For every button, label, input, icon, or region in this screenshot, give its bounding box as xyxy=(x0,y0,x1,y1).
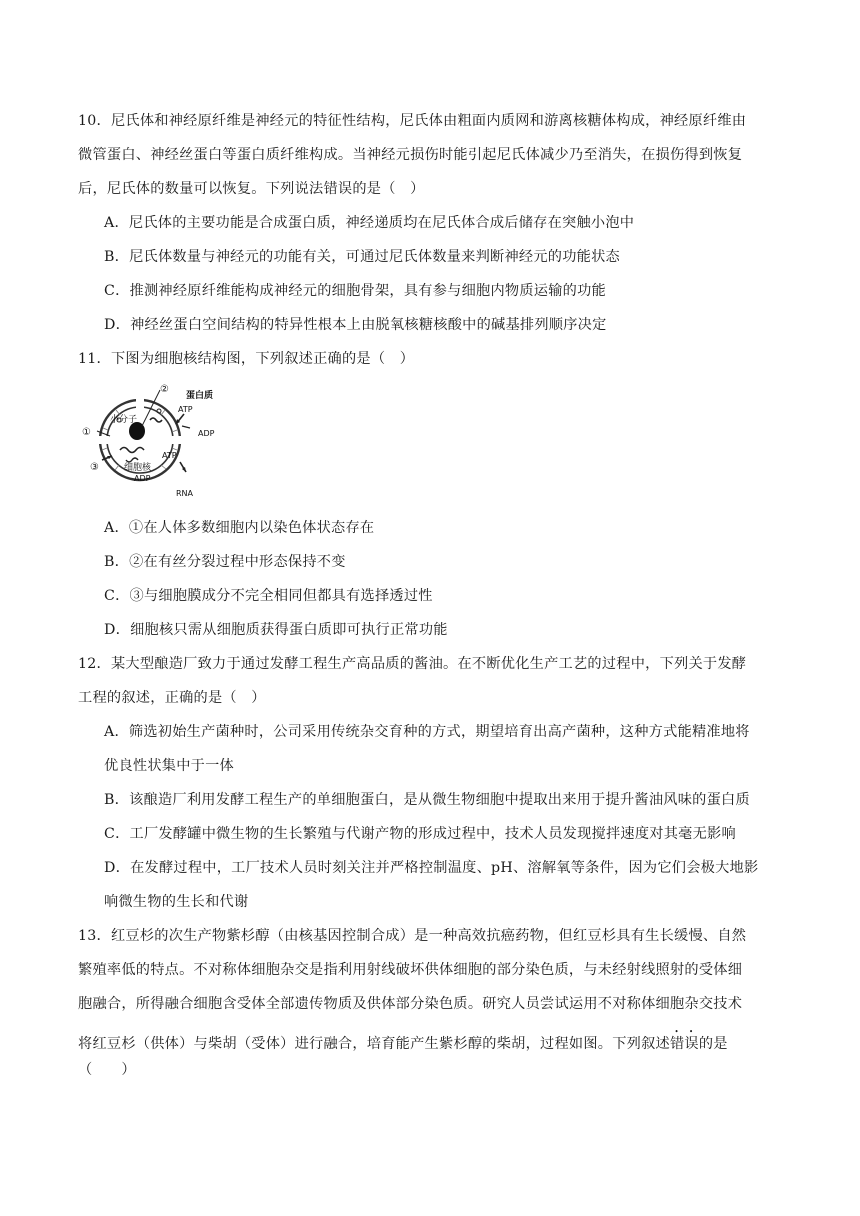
q11-option-a: A．①在人体多数细胞内以染色体状态存在 xyxy=(104,520,375,536)
q13-stem-line-2: 繁殖率低的特点。不对称体细胞杂交是指利用射线破坏供体细胞的部分染色质，与未经射线照射的受体细 xyxy=(78,962,743,978)
q11-option-c: C．③与细胞膜成分不完全相同但都具有选择透过性 xyxy=(104,588,433,604)
chromatin-2 xyxy=(150,418,162,422)
q10-option-a: A．尼氏体的主要功能是合成蛋白质，神经递质均在尼氏体合成后储存在突触小泡中 xyxy=(104,215,635,231)
q12-stem-line-1: 12．某大型酿造厂致力于通过发酵工程生产高品质的酱油。在不断优化生产工艺的过程中，下列关于发酵 xyxy=(78,656,747,672)
q10-stem-line-1: 10．尼氏体和神经原纤维是神经元的特征性结构，尼氏体由粗面内质网和游离核糖体构成，神经原纤维由 xyxy=(78,113,747,129)
label-small-molecule: 小分子 xyxy=(110,415,138,425)
pore-right xyxy=(172,436,182,444)
q10-stem-line-2: 微管蛋白、神经丝蛋白等蛋白质纤维构成。当神经元损伤时能引起尼氏体减少乃至消失，在损伤得到恢复 xyxy=(78,147,743,163)
q13-stem-line-4 xyxy=(78,1028,728,1054)
q11-stem: 11．下图为细胞核结构图，下列叙述正确的是（ ） xyxy=(78,351,415,367)
q10-option-c: C．推测神经原纤维能构成神经元的细胞骨架，具有参与细胞内物质运输的功能 xyxy=(104,283,606,299)
q12-option-c: C．工厂发酵罐中微生物的生长繁殖与代谢产物的形成过程中，技术人员发现搅拌速度对其毫无影响 xyxy=(104,826,736,842)
q12-option-a-line-1: A．筛选初始生产菌种时，公司采用传统杂交育种的方式，期望培育出高产菌种，这种方式能精准地将 xyxy=(104,724,750,740)
q13-line-4-tail: 的是 xyxy=(698,1036,728,1052)
q10-stem-line-3: 后，尼氏体的数量可以恢复。下列说法错误的是（ ） xyxy=(78,181,425,197)
label-1: ① xyxy=(82,427,91,438)
nucleus-structure-diagram xyxy=(80,384,228,502)
q11-option-d: D．细胞核只需从细胞质获得蛋白质即可执行正常功能 xyxy=(104,622,448,638)
label-2: ② xyxy=(160,384,169,395)
q10-option-b: B．尼氏体数量与神经元的功能有关，可通过尼氏体数量来判断神经元的功能状态 xyxy=(104,249,620,265)
label-nucleus: 细胞核 xyxy=(124,463,152,473)
pore-left xyxy=(98,436,108,444)
label-atp-bottom: ATP xyxy=(162,451,177,460)
q13-stem-line-1: 13．红豆杉的次生产物紫杉醇（由核基因控制合成）是一种高效抗癌药物，但红豆杉具有生长缓慢、自然 xyxy=(78,928,747,944)
label-atp-top: ATP xyxy=(178,405,193,414)
q11-option-b: B．②在有丝分裂过程中形态保持不变 xyxy=(104,554,346,570)
pore-top xyxy=(136,398,144,408)
label-adp-bottom: ADP xyxy=(134,474,151,483)
q13-line-4-text: 将红豆杉（供体）与柴胡（受体）进行融合，培育能产生紫杉醇的柴胡，过程如图。下列叙述 xyxy=(78,1036,670,1052)
q13-emphasis-wrong: 错误 xyxy=(669,1036,699,1052)
label-adp-top: ADP xyxy=(198,429,215,438)
chromatin-1 xyxy=(120,448,144,453)
q12-option-d-line-2: 响微生物的生长和代谢 xyxy=(104,894,249,910)
q13-stem-line-3: 胞融合，所得融合细胞含受体全部遗传物质及供体部分染色质。研究人员尝试运用不对称体细胞杂交技术 xyxy=(78,996,743,1012)
q10-option-d: D．神经丝蛋白空间结构的特异性根本上由脱氧核糖核酸中的碱基排列顺序决定 xyxy=(104,317,607,333)
q12-option-d-line-1: D．在发酵过程中，工厂技术人员时刻关注并严格控制温度、pH、溶解氧等条件，因为它们会极大地影 xyxy=(104,860,759,876)
label-3: ③ xyxy=(90,462,99,473)
chromatin-3 xyxy=(126,458,138,462)
label-protein: 蛋白质 xyxy=(186,391,214,401)
q12-stem-line-2: 工程的叙述，正确的是（ ） xyxy=(78,690,266,706)
label-rna: RNA xyxy=(176,489,194,498)
q12-option-a-line-2: 优良性状集中于一体 xyxy=(104,758,234,774)
q12-option-b: B．该酿造厂利用发酵工程生产的单细胞蛋白，是从微生物细胞中提取出来用于提升酱油风味的蛋白质 xyxy=(104,792,750,808)
q13-answer-blank: （ ） xyxy=(78,1062,136,1078)
